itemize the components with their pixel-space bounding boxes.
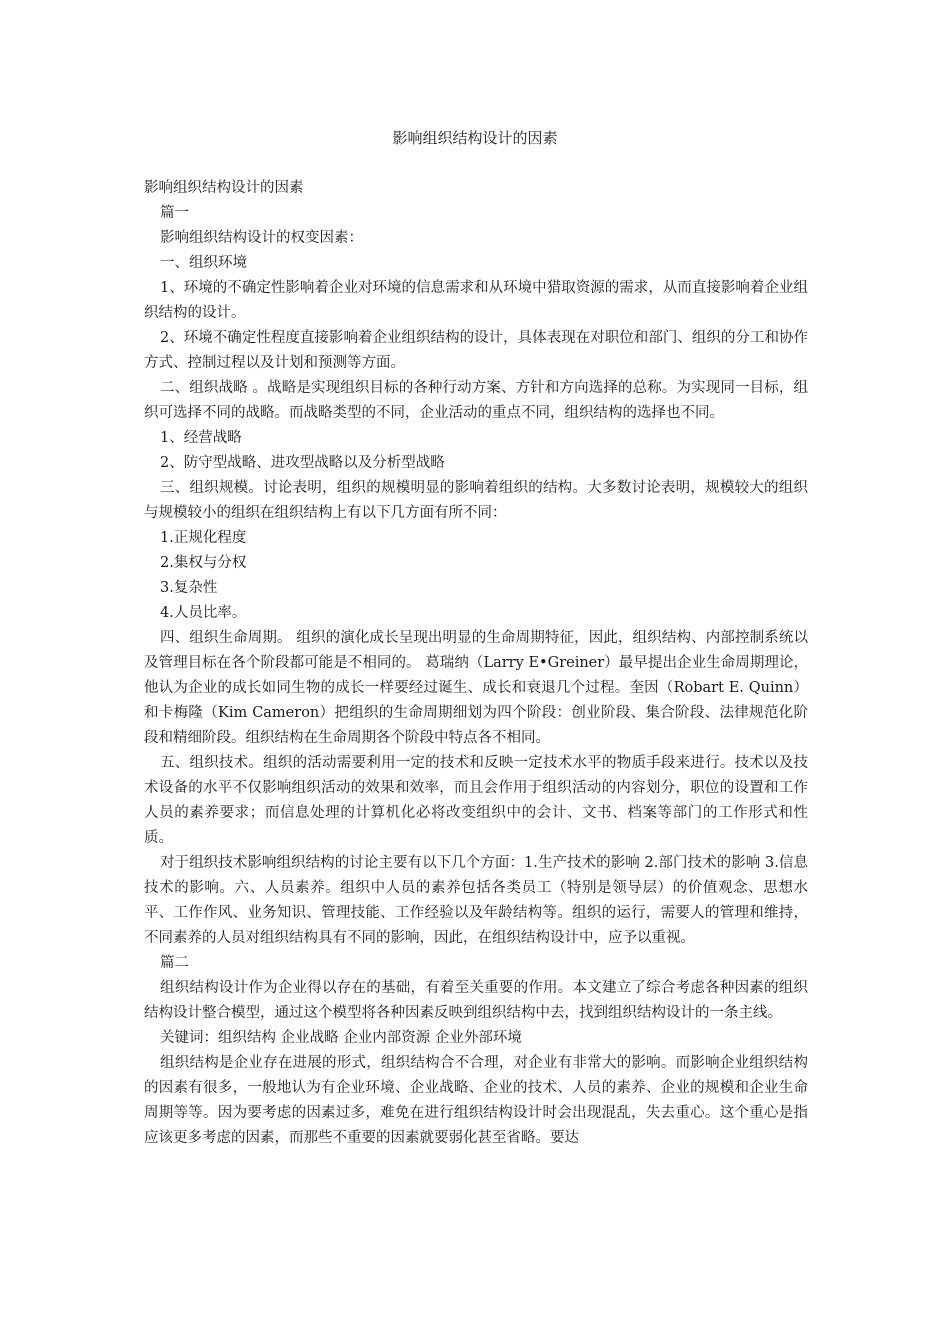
document-title: 影响组织结构设计的因素 — [392, 129, 558, 147]
paragraph: 组织结构是企业存在进展的形式，组织结构合不合理，对企业有非常大的影响。而影响企业组织结构的因素有很多，一般地认为有企业环境、企业战略、企业的技术、人员的素养、企业的规模和企业生命周期等等。因为要考虑的因素过多，难免在进行组织结构设计时会出现混乱，失去重心。这个重心是指应该更多考虑的因素，而那些不重要的因素就要弱化甚至省略。要达 — [144, 1055, 808, 1146]
paragraph: 3.复杂性 — [160, 580, 218, 596]
paragraph: 篇二 — [160, 955, 189, 971]
paragraph: 一、组织环境 — [160, 255, 247, 271]
paragraph: 篇一 — [160, 205, 189, 221]
subtitle: 影响组织结构设计的因素 — [144, 180, 304, 196]
paragraph: 四、组织生命周期。 组织的演化成长呈现出明显的生命周期特征，因此，组织结构、内部控制系统以及管理目标在各个阶段都可能是不相同的。 葛瑞纳（Larry E•Greiner）最早提出企业生命周期理论，他认为企业的成长如同生物的成长一样要经过诞生、成长和衰退几个过程。奎因（Robart E. Quinn）和卡梅隆（Kim Cameron）把组织的生命周期细划为四个阶段：创业阶段、集合阶段、法律规范化阶段和精细阶段。组织结构在生命周期各个阶段中特点各不相同。 — [144, 630, 808, 746]
paragraph: 1、经营战略 — [160, 430, 242, 446]
paragraph: 1.正规化程度 — [160, 530, 247, 546]
paragraph: 五、组织技术。组织的活动需要利用一定的技术和反映一定技术水平的物质手段来进行。技术以及技术设备的水平不仅影响组织活动的效果和效率，而且会作用于组织活动的内容划分，职位的设置和工作人员的素养要求；而信息处理的计算机化必将改变组织中的会计、文书、档案等部门的工作形式和性质。 — [144, 755, 808, 846]
paragraph: 组织结构设计作为企业得以存在的基础，有着至关重要的作用。本文建立了综合考虑各种因素的组织结构设计整合模型，通过这个模型将各种因素反映到组织结构中去，找到组织结构设计的一条主线。 — [144, 980, 808, 1021]
paragraph: 1、环境的不确定性影响着企业对环境的信息需求和从环境中猎取资源的需求，从而直接影响着企业组织结构的设计。 — [144, 280, 808, 321]
paragraph: 三、组织规模。讨论表明，组织的规模明显的影响着组织的结构。大多数讨论表明，规模较大的组织与规模较小的组织在组织结构上有以下几方面有所不同： — [144, 480, 808, 521]
paragraph: 2、环境不确定性程度直接影响着企业组织结构的设计，具体表现在对职位和部门、组织的分工和协作方式、控制过程以及计划和预测等方面。 — [144, 330, 808, 371]
paragraph: 4.人员比率。 — [160, 605, 247, 621]
paragraph: 对于组织技术影响组织结构的讨论主要有以下几个方面：1.生产技术的影响 2.部门技术的影响 3.信息技术的影响。六、人员素养。组织中人员的素养包括各类员工（特别是领导层）的价值观念、思想水平、工作作风、业务知识、管理技能、工作经验以及年龄结构等。组织的运行，需要人的管理和维持，不同素养的人员对组织结构具有不同的影响，因此，在组织结构设计中，应予以重视。 — [144, 855, 808, 946]
paragraph: 二、组织战略 。战略是实现组织目标的各种行动方案、方针和方向选择的总称。为实现同一目标，组织可选择不同的战略。而战略类型的不同，企业活动的重点不同，组织结构的选择也不同。 — [144, 380, 808, 421]
paragraph: 2.集权与分权 — [160, 555, 247, 571]
paragraph: 影响组织结构设计的权变因素： — [160, 230, 363, 246]
paragraph: 关键词：组织结构 企业战略 企业内部资源 企业外部环境 — [160, 1030, 522, 1046]
paragraph: 2、防守型战略、进攻型战略以及分析型战略 — [160, 455, 445, 471]
document-body — [144, 176, 808, 1151]
